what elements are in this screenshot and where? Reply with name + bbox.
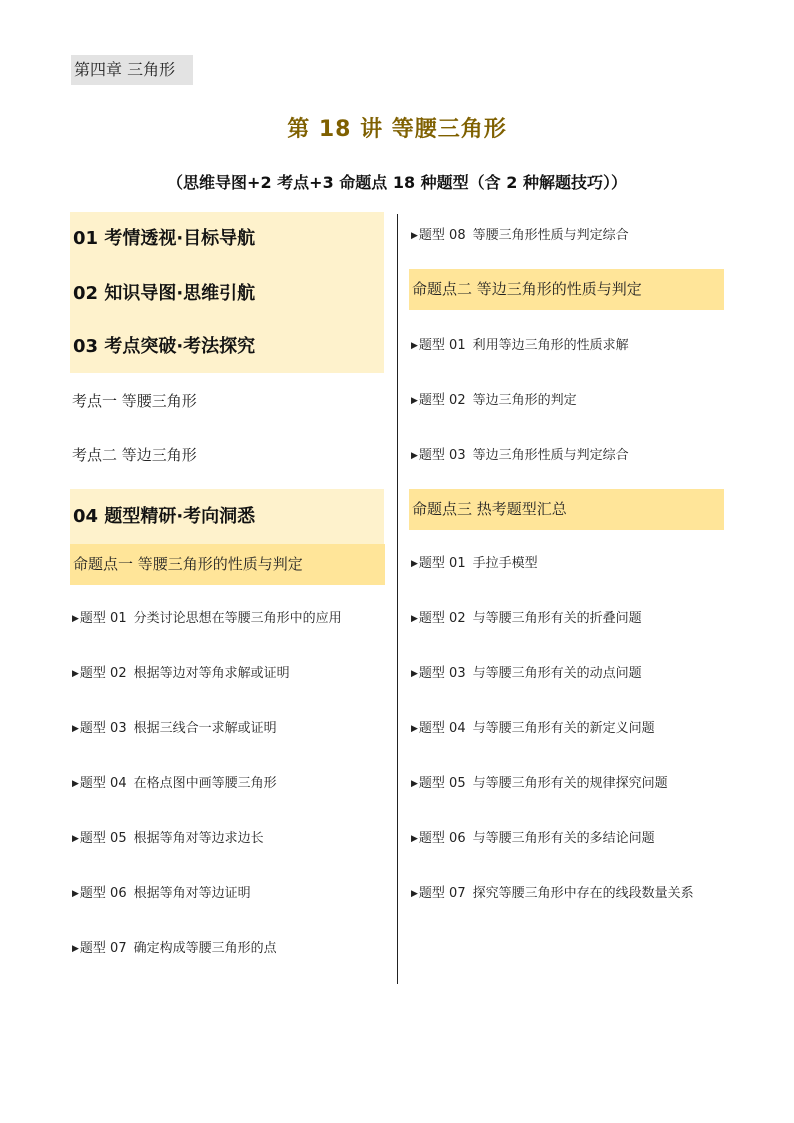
arrow-icon: ▶ bbox=[411, 779, 418, 789]
item-code: 题型 03 bbox=[418, 448, 466, 463]
toc-item[interactable] bbox=[409, 549, 538, 579]
toc-section-03[interactable]: 03 考点突破·考法探究 bbox=[70, 320, 384, 373]
arrow-icon: ▶ bbox=[411, 724, 418, 734]
toc-kaodian-2[interactable]: 考点二 等边三角形 bbox=[72, 446, 197, 464]
toc-item[interactable] bbox=[409, 879, 694, 909]
toc-section-01[interactable]: 01 考情透视·目标导航 bbox=[70, 212, 384, 267]
toc-kaodian-1[interactable]: 考点一 等腰三角形 bbox=[72, 392, 197, 410]
item-text: 探究等腰三角形中存在的线段数量关系 bbox=[472, 886, 694, 901]
column-divider bbox=[397, 214, 398, 984]
arrow-icon: ▶ bbox=[411, 889, 418, 899]
item-text: 在格点图中画等腰三角形 bbox=[133, 776, 277, 791]
toc-item[interactable] bbox=[409, 769, 668, 799]
toc-item[interactable] bbox=[70, 714, 277, 744]
item-text: 根据等边对等角求解或证明 bbox=[133, 666, 290, 681]
arrow-icon: ▶ bbox=[411, 396, 418, 406]
toc-proposition-2[interactable]: 命题点二 等边三角形的性质与判定 bbox=[409, 269, 724, 310]
toc-proposition-1[interactable]: 命题点一 等腰三角形的性质与判定 bbox=[70, 544, 385, 585]
item-text: 根据等角对等边证明 bbox=[133, 886, 251, 901]
page-title: 第 18 讲 等腰三角形 bbox=[287, 117, 507, 142]
toc-item[interactable] bbox=[70, 659, 290, 689]
arrow-icon: ▶ bbox=[411, 559, 418, 569]
toc-item[interactable] bbox=[409, 221, 629, 251]
item-code: 题型 04 bbox=[418, 721, 466, 736]
item-code: 题型 07 bbox=[79, 941, 127, 956]
item-code: 题型 03 bbox=[418, 666, 466, 681]
toc-section-02[interactable]: 02 知识导图·思维引航 bbox=[70, 267, 384, 320]
item-text: 分类讨论思想在等腰三角形中的应用 bbox=[133, 611, 342, 626]
arrow-icon: ▶ bbox=[72, 944, 79, 954]
page-subtitle: （思维导图+2 考点+3 命题点 18 种题型（含 2 种解题技巧）） bbox=[167, 173, 627, 192]
toc-item[interactable] bbox=[409, 441, 629, 471]
item-code: 题型 08 bbox=[418, 228, 466, 243]
item-code: 题型 01 bbox=[418, 338, 466, 353]
chapter-label: 第四章 三角形 bbox=[71, 55, 193, 85]
item-text: 等边三角形性质与判定综合 bbox=[472, 448, 629, 463]
arrow-icon: ▶ bbox=[72, 669, 79, 679]
item-text: 等腰三角形性质与判定综合 bbox=[472, 228, 629, 243]
arrow-icon: ▶ bbox=[411, 614, 418, 624]
item-code: 题型 06 bbox=[418, 831, 466, 846]
item-text: 利用等边三角形的性质求解 bbox=[472, 338, 629, 353]
toc-proposition-3[interactable]: 命题点三 热考题型汇总 bbox=[409, 489, 724, 530]
item-text: 与等腰三角形有关的折叠问题 bbox=[472, 611, 642, 626]
arrow-icon: ▶ bbox=[72, 834, 79, 844]
arrow-icon: ▶ bbox=[411, 451, 418, 461]
toc-item[interactable] bbox=[70, 769, 277, 799]
toc-item[interactable] bbox=[409, 659, 642, 689]
toc-section-04[interactable]: 04 题型精研·考向洞悉 bbox=[70, 489, 384, 544]
item-code: 题型 02 bbox=[418, 611, 466, 626]
item-text: 手拉手模型 bbox=[472, 556, 538, 571]
toc-item[interactable] bbox=[70, 824, 264, 854]
item-code: 题型 02 bbox=[418, 393, 466, 408]
toc-item[interactable] bbox=[70, 604, 342, 634]
arrow-icon: ▶ bbox=[72, 889, 79, 899]
item-code: 题型 06 bbox=[79, 886, 127, 901]
toc-item[interactable] bbox=[70, 879, 251, 909]
item-code: 题型 07 bbox=[418, 886, 466, 901]
item-code: 题型 05 bbox=[418, 776, 466, 791]
toc-item[interactable] bbox=[409, 604, 642, 634]
toc-item[interactable] bbox=[409, 824, 655, 854]
arrow-icon: ▶ bbox=[72, 614, 79, 624]
item-text: 与等腰三角形有关的多结论问题 bbox=[472, 831, 655, 846]
arrow-icon: ▶ bbox=[411, 341, 418, 351]
item-code: 题型 04 bbox=[79, 776, 127, 791]
item-text: 与等腰三角形有关的新定义问题 bbox=[472, 721, 655, 736]
item-code: 题型 03 bbox=[79, 721, 127, 736]
toc-item[interactable] bbox=[409, 331, 629, 361]
item-text: 根据三线合一求解或证明 bbox=[133, 721, 277, 736]
arrow-icon: ▶ bbox=[411, 231, 418, 241]
item-code: 题型 01 bbox=[79, 611, 127, 626]
item-text: 确定构成等腰三角形的点 bbox=[133, 941, 277, 956]
toc-item[interactable] bbox=[409, 386, 577, 416]
toc-item[interactable] bbox=[409, 714, 655, 744]
item-code: 题型 02 bbox=[79, 666, 127, 681]
toc-item[interactable] bbox=[70, 934, 277, 964]
item-text: 等边三角形的判定 bbox=[472, 393, 577, 408]
arrow-icon: ▶ bbox=[72, 779, 79, 789]
item-text: 根据等角对等边求边长 bbox=[133, 831, 264, 846]
item-text: 与等腰三角形有关的动点问题 bbox=[472, 666, 642, 681]
item-code: 题型 05 bbox=[79, 831, 127, 846]
arrow-icon: ▶ bbox=[411, 669, 418, 679]
item-text: 与等腰三角形有关的规律探究问题 bbox=[472, 776, 668, 791]
item-code: 题型 01 bbox=[418, 556, 466, 571]
arrow-icon: ▶ bbox=[411, 834, 418, 844]
arrow-icon: ▶ bbox=[72, 724, 79, 734]
